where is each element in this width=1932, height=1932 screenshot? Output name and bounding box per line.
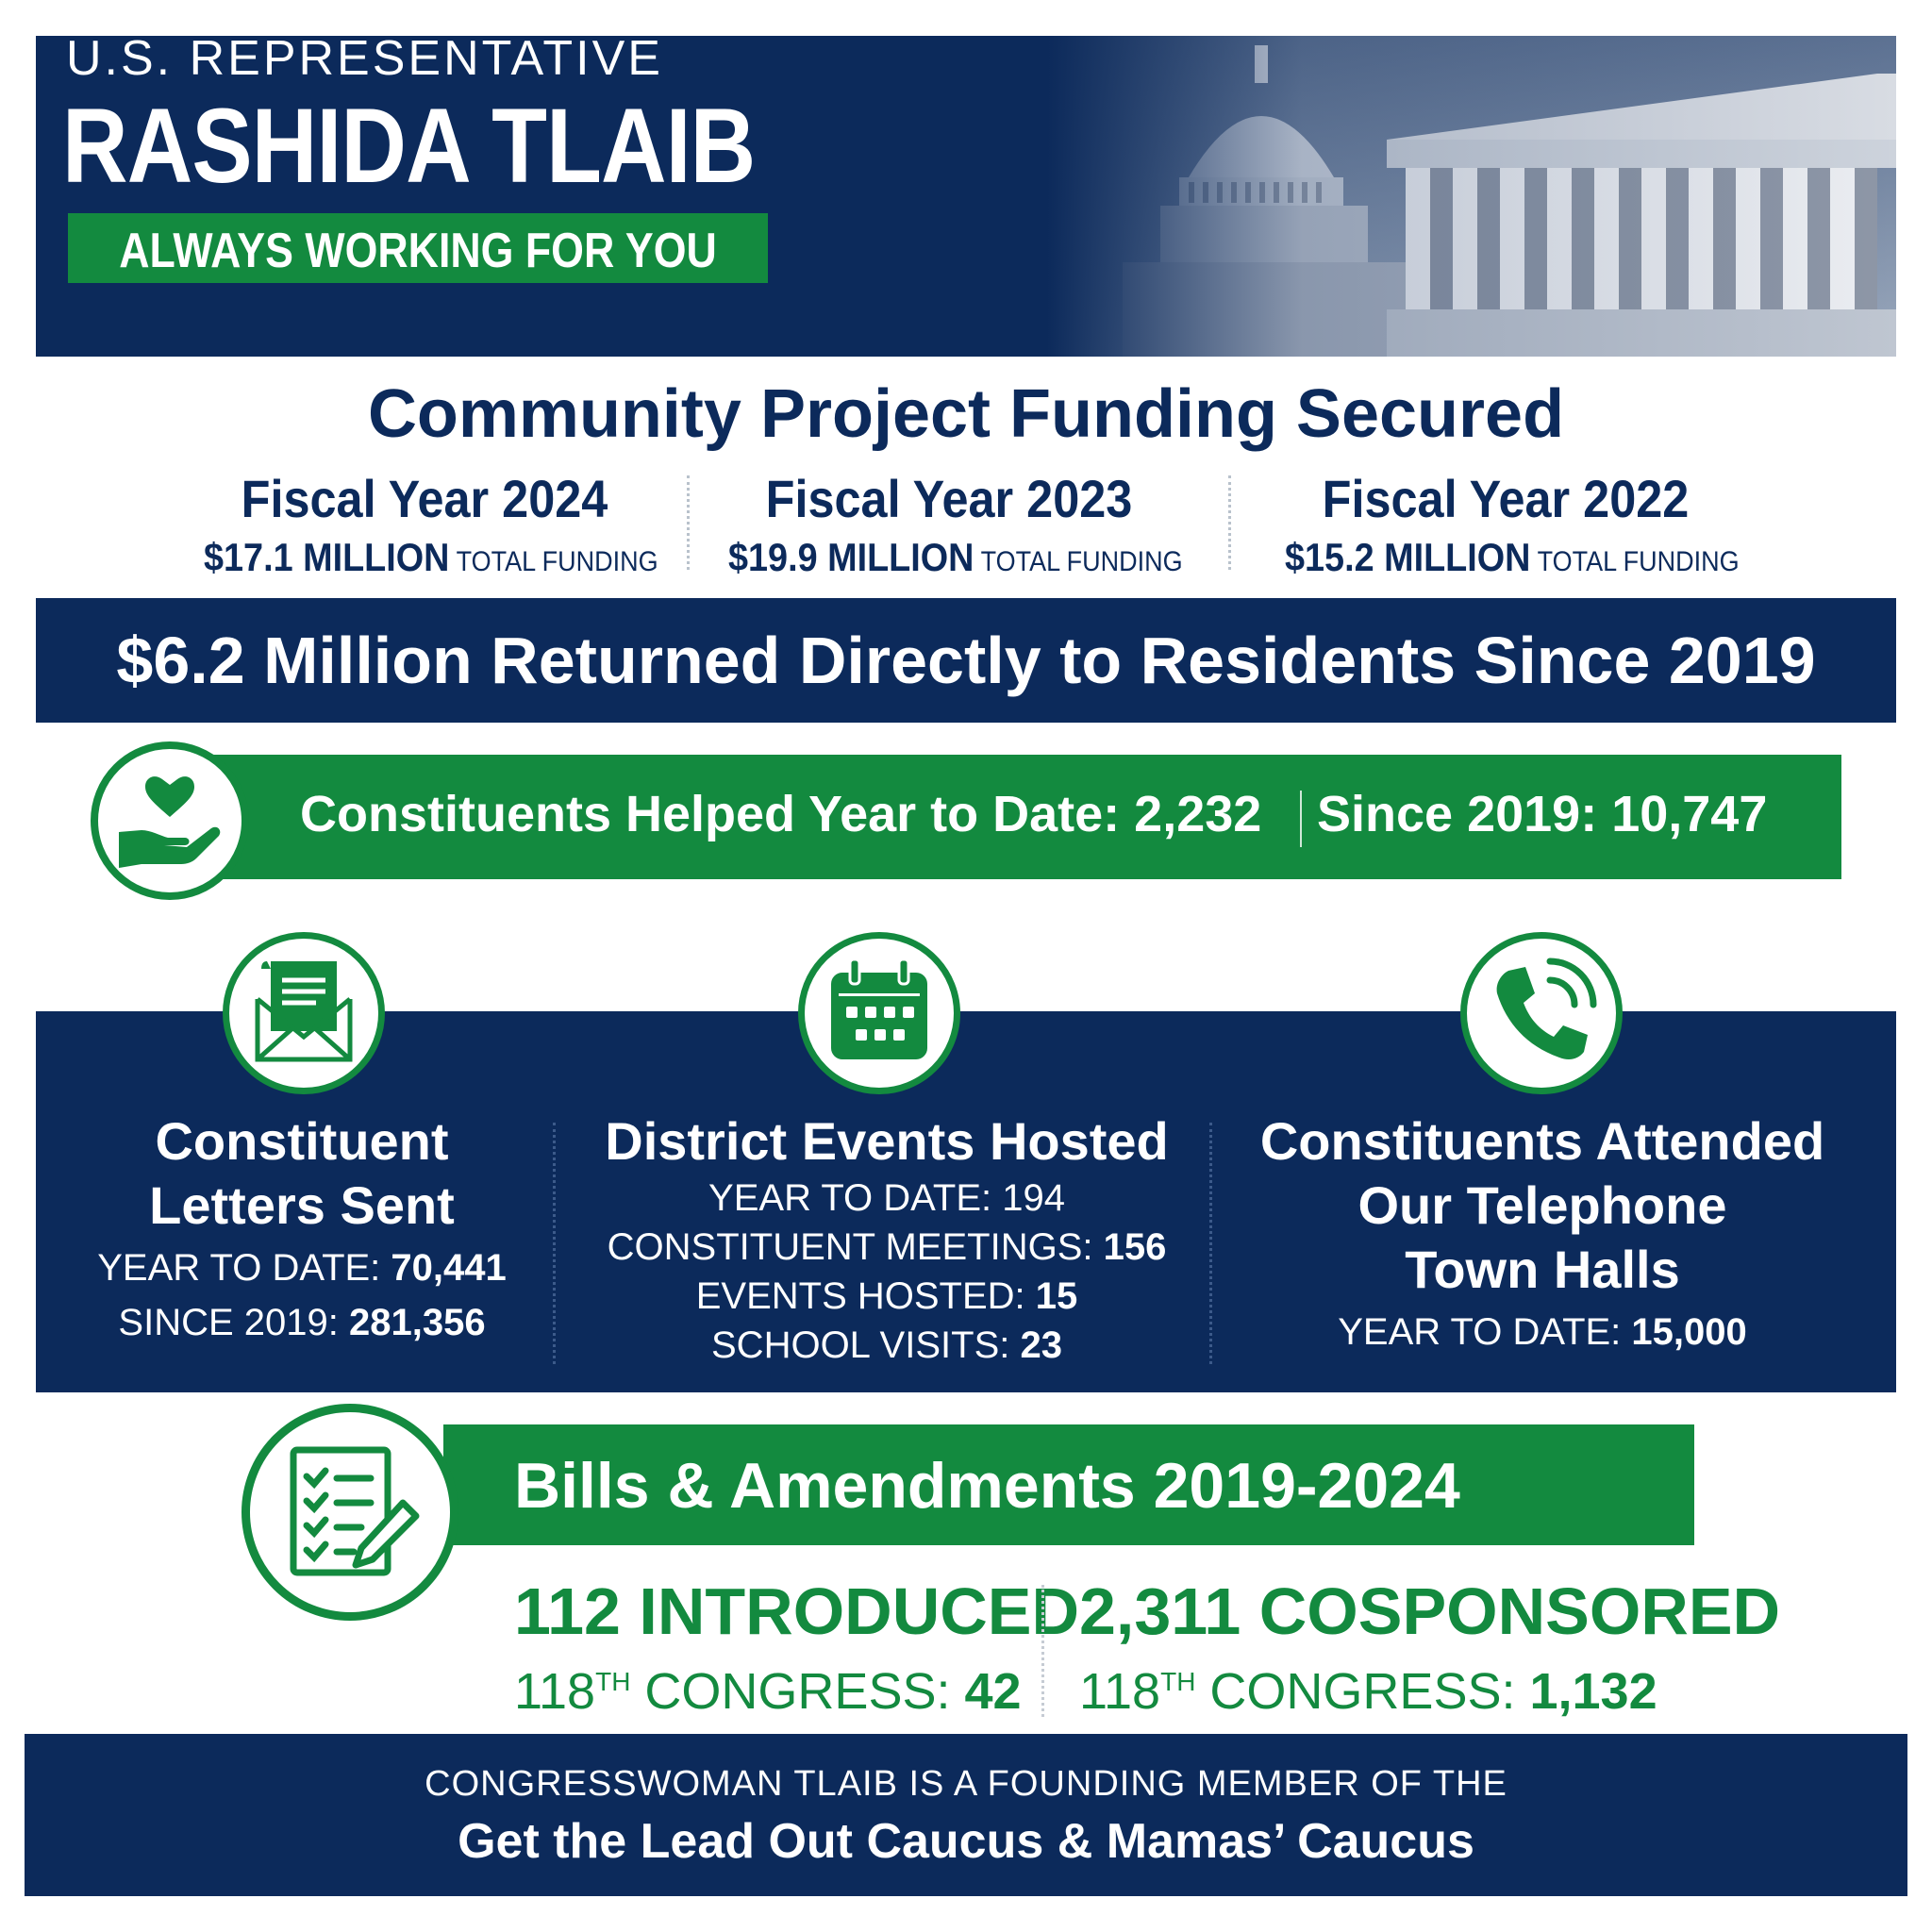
stat-line: SCHOOL VISITS: 23 [711, 1324, 1062, 1366]
stat-heading: Letters Sent [149, 1175, 455, 1235]
stat-line: YEAR TO DATE: 194 [708, 1177, 1065, 1219]
stat-line: YEAR TO DATE: 70,441 [97, 1247, 507, 1289]
stat-line: SINCE 2019: 281,356 [118, 1302, 486, 1343]
fiscal-year-label: Fiscal Year 2024 [241, 469, 608, 528]
checklist-pencil-icon [250, 1412, 450, 1612]
calendar-icon [805, 939, 954, 1088]
stat-heading: Our Telephone [1357, 1175, 1727, 1235]
stat-heading: Town Halls [1405, 1240, 1680, 1299]
bills-title: Bills & Amendments 2019-2024 [514, 1450, 1460, 1522]
fiscal-year-2024 [179, 468, 670, 580]
representative-eyebrow: U.S. REPRESENTATIVE [66, 31, 663, 86]
footer-line1: CONGRESSWOMAN TLAIB IS A FOUNDING MEMBER OF THE [425, 1764, 1507, 1804]
residents-text: $6.2 Million Returned Directly to Residents Since 2019 [116, 624, 1816, 697]
stat-heading: District Events Hosted [605, 1111, 1169, 1171]
constituents-helped-since: Since 2019: 10,747 [1317, 786, 1768, 842]
fiscal-year-amount: $19.9 MILLION TOTAL FUNDING [728, 535, 1183, 579]
district-events-stat [585, 1109, 1189, 1370]
fiscal-year-label: Fiscal Year 2022 [1322, 469, 1690, 528]
stat-heading: Constituent [155, 1111, 449, 1171]
fiscal-year-amount: $17.1 MILLION TOTAL FUNDING [204, 535, 658, 579]
checklist-icon-circle [242, 1404, 458, 1621]
footer-line2: Get the Lead Out Caucus & Mamas’ Caucus [458, 1814, 1474, 1869]
divider [1300, 791, 1302, 847]
fiscal-year-2023 [704, 468, 1194, 580]
divider [1041, 1585, 1044, 1717]
letters-sent-stat [75, 1109, 528, 1347]
heart-hand-icon-circle [91, 741, 249, 900]
fiscal-year-label: Fiscal Year 2023 [765, 469, 1133, 528]
introduced-118th: 118TH CONGRESS: 42 [514, 1663, 1022, 1720]
fiscal-year-2022 [1260, 468, 1751, 580]
divider [1228, 475, 1231, 570]
stat-line: CONSTITUENT MEETINGS: 156 [607, 1226, 1167, 1268]
divider [553, 1123, 556, 1364]
tagline: ALWAYS WORKING FOR YOU [119, 224, 717, 278]
fiscal-year-amount: $15.2 MILLION TOTAL FUNDING [1285, 535, 1740, 579]
telephone-icon [1467, 939, 1616, 1088]
telephone-town-halls-stat [1236, 1109, 1849, 1357]
bills-introduced: 112 INTRODUCED [514, 1574, 1080, 1648]
bills-cosponsored: 2,311 COSPONSORED [1079, 1574, 1781, 1648]
funding-title: Community Project Funding Secured [367, 376, 1565, 452]
heart-hand-icon [98, 749, 242, 892]
telephone-icon-circle [1460, 932, 1623, 1094]
cosponsored-118th: 118TH CONGRESS: 1,132 [1079, 1663, 1657, 1720]
capitol-building-image [1047, 36, 1896, 357]
stat-line: EVENTS HOSTED: 15 [695, 1275, 1078, 1317]
representative-name: RASHIDA TLAIB [62, 87, 756, 205]
letter-envelope-icon [229, 939, 378, 1088]
divider [687, 475, 690, 570]
letter-icon-circle [223, 932, 385, 1094]
stat-line: YEAR TO DATE: 15,000 [1338, 1311, 1747, 1353]
calendar-icon-circle [798, 932, 960, 1094]
divider [1209, 1123, 1212, 1364]
stat-heading: Constituents Attended [1259, 1111, 1825, 1171]
constituents-helped-ytd: Constituents Helped Year to Date: 2,232 [300, 786, 1262, 842]
